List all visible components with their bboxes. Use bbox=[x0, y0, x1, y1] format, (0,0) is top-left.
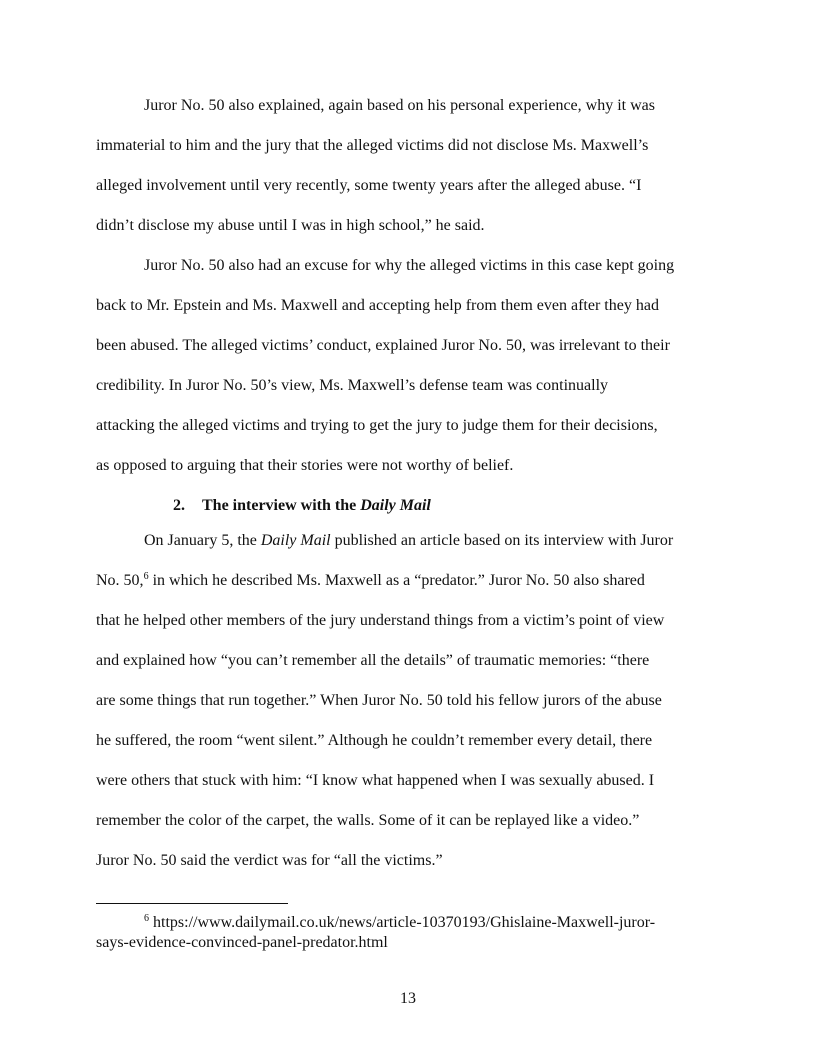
paragraph-3-line-2-a: No. 50, bbox=[96, 572, 144, 589]
paragraph-1-line-3: alleged involvement until very recently, some twenty years after the alleged abuse. “I bbox=[96, 177, 642, 194]
paragraph-3-line-7: were others that stuck with him: “I know what happened when I was sexually abused. I bbox=[96, 772, 655, 789]
paragraph-1-line-2: immaterial to him and the jury that the alleged victims did not disclose Ms. Maxwell’s bbox=[96, 137, 649, 154]
footnote-line-1 bbox=[144, 913, 784, 932]
section-heading-italic: Daily Mail bbox=[360, 497, 431, 514]
paragraph-1-line-4: didn’t disclose my abuse until I was in high school,” he said. bbox=[96, 217, 485, 234]
footnote-number: 6 bbox=[144, 913, 149, 924]
section-heading-number: 2. bbox=[173, 497, 185, 514]
paragraph-3-line-1-a: On January 5, the bbox=[144, 532, 261, 549]
paragraph-3-line-3: that he helped other members of the jury understand things from a victim’s point of view bbox=[96, 612, 665, 629]
paragraph-1-line-1: Juror No. 50 also explained, again based on his personal experience, why it was bbox=[144, 97, 655, 114]
paragraph-3-line-1-italic: Daily Mail bbox=[260, 532, 331, 549]
paragraph-3-line-2-b: in which he described Ms. Maxwell as a “predator.” Juror No. 50 also shared bbox=[148, 572, 645, 589]
paragraph-3-line-2 bbox=[96, 571, 736, 591]
paragraph-2-line-5: attacking the alleged victims and trying to get the jury to judge them for their decisions, bbox=[96, 417, 658, 434]
paragraph-3-line-6: he suffered, the room “went silent.” Although he couldn’t remember every detail, there bbox=[96, 732, 653, 749]
footnote-line-2[interactable]: says-evidence-convinced-panel-predator.html bbox=[96, 934, 388, 951]
paragraph-2-line-2: back to Mr. Epstein and Ms. Maxwell and accepting help from them even after they had bbox=[96, 297, 659, 314]
section-heading bbox=[173, 496, 813, 516]
paragraph-3-line-5: are some things that run together.” When Juror No. 50 told his fellow jurors of the abuse bbox=[96, 692, 662, 709]
paragraph-3-line-8: remember the color of the carpet, the walls. Some of it can be replayed like a video.” bbox=[96, 812, 640, 829]
paragraph-3-line-1 bbox=[144, 531, 736, 551]
paragraph-2-line-6: as opposed to arguing that their stories were not worthy of belief. bbox=[96, 457, 514, 474]
paragraph-2-line-1: Juror No. 50 also had an excuse for why the alleged victims in this case kept going bbox=[144, 257, 675, 274]
paragraph-2-line-3: been abused. The alleged victims’ conduct, explained Juror No. 50, was irrelevant to their bbox=[96, 337, 670, 354]
footnote-reference[interactable]: 6 bbox=[143, 571, 149, 582]
paragraph-2-line-4: credibility. In Juror No. 50’s view, Ms. Maxwell’s defense team was continually bbox=[96, 377, 609, 394]
paragraph-3-line-1-b: published an article based on its interview with Juror bbox=[330, 532, 674, 549]
section-heading-text: The interview with the bbox=[202, 497, 361, 514]
paragraph-3-line-9: Juror No. 50 said the verdict was for “all the victims.” bbox=[96, 852, 443, 869]
paragraph-3-line-4: and explained how “you can’t remember all the details” of traumatic memories: “there bbox=[96, 652, 650, 669]
footnote-divider bbox=[96, 903, 288, 904]
footnote-url-part-1[interactable]: https://www.dailymail.co.uk/news/article-10370193/Ghislaine-Maxwell-juror- bbox=[149, 914, 656, 931]
page-number: 13 bbox=[400, 990, 416, 1007]
